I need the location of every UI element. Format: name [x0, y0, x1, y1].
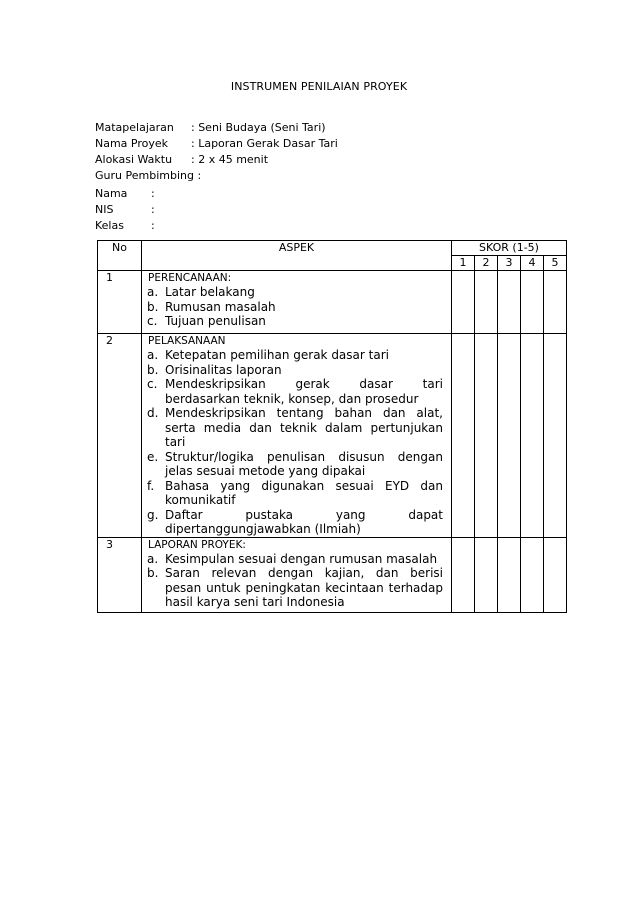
aspect-cell — [142, 271, 452, 334]
list-item — [147, 314, 443, 329]
score-cell[interactable] — [521, 537, 544, 612]
item-text: Bahasa yang digunakan sesuai EYD dan komunikatif — [165, 478, 443, 507]
item-text: Kesimpulan sesuai dengan rumusan masalah — [165, 551, 438, 566]
info-value: : 2 x 45 menit — [191, 153, 269, 166]
list-item — [147, 566, 443, 610]
item-text: Mendeskripsikan gerak dasar tari berdasarkan teknik, konsep, dan prosedur — [165, 377, 443, 406]
list-item — [147, 406, 443, 450]
info-label: Alokasi Waktu — [95, 153, 173, 166]
info-value: : Seni Budaya (Seni Tari) — [191, 121, 326, 134]
assessment-table — [97, 240, 567, 613]
header-no: No — [98, 241, 142, 271]
student-label: Kelas — [95, 219, 124, 232]
section-title: PERENCANAAN: — [148, 272, 232, 284]
score-cell[interactable] — [521, 271, 544, 334]
section-title: LAPORAN PROYEK: — [148, 538, 246, 551]
score-cell[interactable] — [475, 537, 498, 612]
item-marker: b. — [147, 566, 159, 580]
score-col-2: 2 — [475, 256, 498, 271]
student-label: NIS — [95, 203, 114, 216]
row-number-cell — [98, 334, 142, 538]
item-text: Mendeskripsikan tentang bahan dan alat, serta media dan teknik dalam pertunjukan tari — [165, 406, 443, 449]
row-number: 1 — [106, 271, 113, 284]
item-marker: c. — [147, 314, 158, 328]
list-item — [147, 450, 443, 479]
list-item — [147, 285, 443, 300]
list-item — [147, 348, 443, 363]
score-cell[interactable] — [521, 334, 544, 538]
score-col-5: 5 — [544, 256, 567, 271]
item-text: Rumusan masalah — [165, 299, 276, 314]
info-row-subject — [95, 120, 338, 136]
item-text: Tujuan penulisan — [165, 314, 266, 328]
score-cell[interactable] — [475, 271, 498, 334]
item-marker: f. — [147, 478, 155, 493]
item-marker: e. — [147, 449, 159, 464]
table-row — [98, 334, 567, 538]
list-item — [147, 377, 443, 406]
aspect-cell — [142, 334, 452, 538]
student-row-nis — [95, 202, 155, 218]
item-text: Struktur/logika penulisan disusun dengan jelas sesuai metode yang dipakai — [165, 449, 443, 478]
score-cell[interactable] — [544, 271, 567, 334]
item-marker: a. — [147, 551, 159, 566]
list-item — [147, 508, 443, 537]
score-cell[interactable] — [452, 271, 475, 334]
list-item — [147, 300, 443, 315]
score-cell[interactable] — [498, 271, 521, 334]
item-marker: b. — [147, 299, 159, 314]
student-label: Nama — [95, 187, 128, 200]
aspect-cell — [142, 537, 452, 612]
row-number: 2 — [106, 334, 113, 347]
score-col-3: 3 — [498, 256, 521, 271]
score-cell[interactable] — [544, 334, 567, 538]
score-col-4: 4 — [521, 256, 544, 271]
project-info — [95, 120, 338, 184]
row-number-cell — [98, 537, 142, 612]
list-item — [147, 363, 443, 378]
score-cell[interactable] — [452, 537, 475, 612]
score-cell[interactable] — [544, 537, 567, 612]
header-aspek: ASPEK — [142, 241, 452, 271]
item-marker: c. — [147, 377, 158, 391]
item-marker: g. — [147, 507, 159, 522]
aspect-list — [142, 285, 451, 329]
table-header-row — [98, 241, 567, 256]
aspect-list — [142, 552, 451, 610]
score-cell[interactable] — [452, 334, 475, 538]
row-number-cell — [98, 271, 142, 334]
item-text: Orisinalitas laporan — [165, 362, 282, 377]
student-value: : — [151, 203, 155, 216]
info-row-time — [95, 152, 338, 168]
info-row-supervisor — [95, 168, 338, 184]
list-item — [147, 552, 443, 567]
item-text: Saran relevan dengan kajian, dan berisi pesan untuk peningkatan kecintaan terhadap hasil karya seni tari Indonesia — [165, 566, 443, 609]
student-row-name — [95, 186, 155, 202]
list-item — [147, 479, 443, 508]
item-text: Ketepatan pemilihan gerak dasar tari — [165, 348, 389, 362]
item-marker: a. — [147, 285, 159, 299]
student-value: : — [151, 187, 155, 200]
score-cell[interactable] — [498, 537, 521, 612]
row-number: 3 — [106, 537, 113, 551]
section-title: PELAKSANAAN — [148, 335, 226, 347]
table-row — [98, 271, 567, 334]
item-marker: b. — [147, 362, 159, 377]
aspect-list — [142, 348, 451, 537]
score-cell[interactable] — [498, 334, 521, 538]
score-cell[interactable] — [475, 334, 498, 538]
info-row-project — [95, 136, 338, 152]
item-text: Daftar pustaka yang dapat dipertanggungjawabkan (Ilmiah) — [165, 507, 443, 536]
student-row-class — [95, 218, 155, 234]
item-marker: a. — [147, 348, 159, 362]
info-label: Guru Pembimbing : — [95, 169, 202, 182]
info-label: Matapelajaran — [95, 121, 174, 134]
student-value: : — [151, 219, 155, 232]
student-info — [95, 186, 155, 234]
info-label: Nama Proyek — [95, 137, 169, 150]
header-skor: SKOR (1-5) — [452, 241, 567, 256]
score-col-1: 1 — [452, 256, 475, 271]
item-text: Latar belakang — [165, 285, 255, 299]
document-title: INSTRUMEN PENILAIAN PROYEK — [230, 80, 408, 93]
item-marker: d. — [147, 406, 159, 420]
info-value: : Laporan Gerak Dasar Tari — [191, 137, 338, 150]
table-row — [98, 537, 567, 612]
